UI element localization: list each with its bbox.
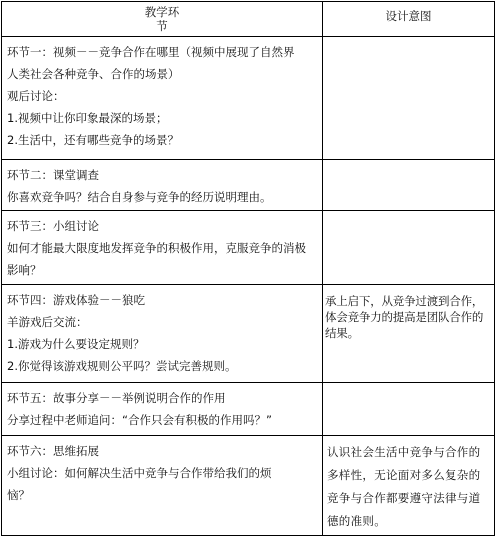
step-6-design-cell <box>323 436 495 536</box>
step-6-cell <box>2 436 323 536</box>
step-2-design-cell <box>323 160 495 211</box>
table-row <box>2 160 495 211</box>
step-6-title: 环节六：思维拓展 <box>7 444 99 458</box>
table-row <box>2 211 495 285</box>
step-1-cell <box>2 37 323 160</box>
step-5-title: 环节五：故事分享－－举例说明合作的作用 <box>7 391 226 405</box>
step-3-line: 如何才能最大限度地发挥竞争的积极作用，克服竞争的消极 <box>7 241 306 255</box>
step-4-line: 1.游戏为什么要设定规则？ <box>7 337 145 351</box>
step-4-design-cell <box>323 285 495 383</box>
design-intent-header: 设计意图 <box>323 2 495 37</box>
teaching-step-header-line1: 教学环 <box>144 5 180 19</box>
lesson-plan-table <box>1 1 495 536</box>
table-header-row <box>2 2 495 37</box>
table-row <box>2 436 495 536</box>
step-6-design-note: 认识社会生活中竞争与合作的多样性，无论面对多么复杂的竞争与合作都要遵守法律与道德的准则。 <box>327 445 481 528</box>
step-1-title: 环节一：视频－－竞争合作在哪里（视频中展现了自然界 <box>7 45 295 59</box>
step-4-line: 羊游戏后交流： <box>7 315 88 329</box>
table-row <box>2 383 495 436</box>
step-5-cell <box>2 383 323 436</box>
step-5-line: 分享过程中老师追问：“合作只会有积极的作用吗？” <box>7 413 272 427</box>
step-3-cell <box>2 211 323 285</box>
table-row <box>2 37 495 160</box>
step-2-title: 环节二：课堂调查 <box>7 168 99 182</box>
step-3-design-cell <box>323 211 495 285</box>
step-6-line: 恼？ <box>7 488 30 502</box>
step-2-line: 你喜欢竞争吗？结合自身参与竞争的经历说明理由。 <box>7 190 272 204</box>
step-4-design-note: 承上启下，从竞争过渡到合作，体会竞争力的提高是团队合作的结果。 <box>325 294 484 340</box>
step-4-title: 环节四：游戏体验－－狼吃 <box>7 293 145 307</box>
table-row <box>2 285 495 383</box>
teaching-step-header-line2: 节 <box>156 19 168 33</box>
step-1-line: 人类社会各种竞争、合作的场景） <box>7 67 180 81</box>
step-2-cell <box>2 160 323 211</box>
step-1-line: 1.视频中让你印象最深的场景； <box>7 111 168 125</box>
step-4-line: 2.你觉得该游戏规则公平吗？尝试完善规则。 <box>7 359 237 373</box>
step-4-cell <box>2 285 323 383</box>
teaching-step-header <box>2 2 323 37</box>
step-5-design-cell <box>323 383 495 436</box>
step-1-line: 观后讨论： <box>7 89 65 103</box>
step-1-design-cell <box>323 37 495 160</box>
step-6-line: 小组讨论：如何解决生活中竞争与合作带给我们的烦 <box>7 466 272 480</box>
step-1-line: 2.生活中，还有哪些竞争的场景？ <box>7 133 179 147</box>
step-3-title: 环节三：小组讨论 <box>7 219 99 233</box>
step-3-line: 影响？ <box>7 263 42 277</box>
